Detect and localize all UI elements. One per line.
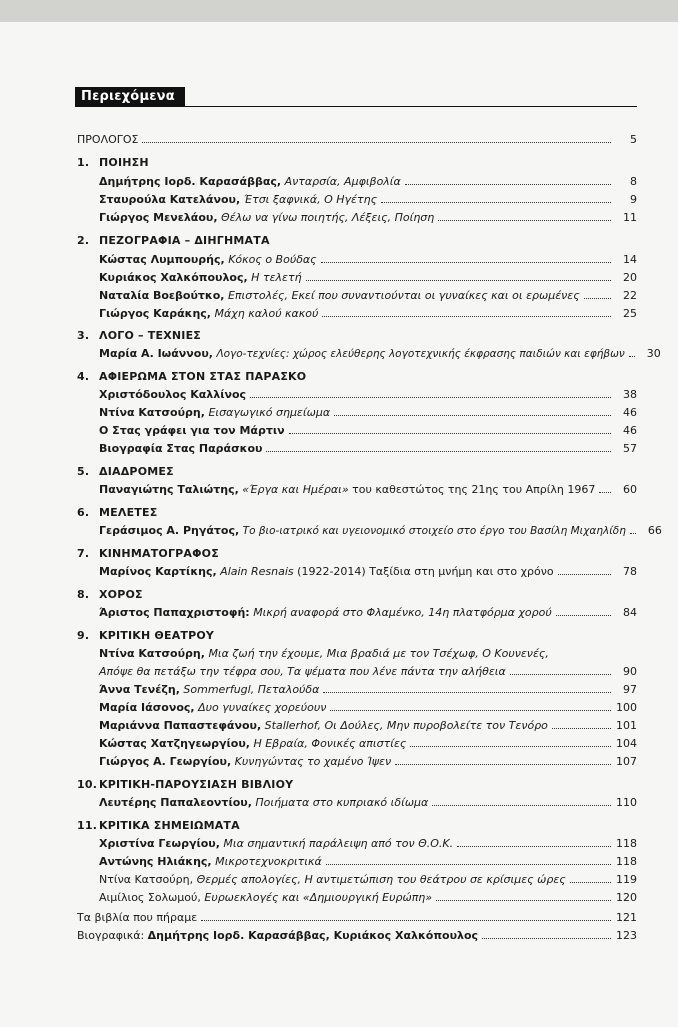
toc-entry[interactable]: Μαριάννα Παπαστεφάνου, Stallerhof, Οι Δούλες, Μην πυροβολείτε τον Τενόρο 101 (99, 719, 637, 732)
toc-entry-books[interactable]: Τα βιβλία που πήραμε 121 (77, 911, 637, 924)
toc-entry[interactable]: Λευτέρης Παπαλεοντίου, Ποιήματα στο κυπριακό ιδίωμα 110 (99, 796, 637, 809)
section-heading: 9. ΚΡΙΤΙΚΗ ΘΕΑΤΡΟΥ (77, 629, 215, 642)
toc-entry[interactable]: Κώστας Λυμπουρής, Κόκος ο Βούδας 14 (99, 253, 637, 266)
toc-entry[interactable]: Αιμίλιος Σολωμού, Ευρωεκλογές και «Δημιουργική Ευρώπη» 120 (99, 891, 637, 904)
toc-entry[interactable]: Άριστος Παπαχριστοφή: Μικρή αναφορά στο Φλαμένκο, 14η πλατφόρμα χορού 84 (99, 606, 637, 619)
top-strip (0, 0, 678, 22)
toc-entry[interactable]: Παναγιώτης Ταλιώτης, «Έργα και Ημέραι» του καθεστώτος της 21ης του Απρίλη 1967 60 (99, 483, 637, 496)
toc-entry[interactable]: Γιώργος Α. Γεωργίου, Κυνηγώντας το χαμένο Ίψεν 107 (99, 755, 637, 768)
toc-entry[interactable]: Γιώργος Καράκης, Μάχη καλού κακού 25 (99, 307, 637, 320)
toc-entry[interactable]: Απόψε θα πετάξω την τέφρα σου, Τα ψέματα που λένε πάντα την αλήθεια 90 (99, 665, 637, 678)
toc-entry[interactable]: Μαρία Ιάσονος, Δυο γυναίκες χορεύουν 100 (99, 701, 637, 714)
toc-entry[interactable]: Μαρίνος Καρτίκης, Alain Resnais (1922-2014) Ταξίδια στη μνήμη και στο χρόνο 78 (99, 565, 637, 578)
toc-entry[interactable]: Άννα Τενέζη, Sommerfugl, Πεταλούδα 97 (99, 683, 637, 696)
page-title: Περιεχόμενα (81, 89, 175, 104)
section-heading: 11. ΚΡΙΤΙΚΑ ΣΗΜΕΙΩΜΑΤΑ (77, 819, 240, 832)
prologue-label: ΠΡΟΛΟΓΟΣ (77, 133, 139, 146)
section-heading: 10. ΚΡΙΤΙΚΗ-ΠΑΡΟΥΣΙΑΣΗ ΒΙΒΛΙΟΥ (77, 778, 294, 791)
toc-entry[interactable]: Σταυρούλα Κατελάνου, Έτσι ξαφνικά, Ο Ηγέτης 9 (99, 193, 637, 206)
section-heading: 1. ΠΟΙΗΣΗ (77, 156, 149, 169)
toc-entry-prologue[interactable] (77, 133, 637, 151)
toc-entry[interactable]: Ο Στας γράφει για τον Μάρτιν 46 (99, 424, 637, 437)
toc-entry[interactable]: Βιογραφία Στας Παράσκου 57 (99, 442, 637, 455)
section-heading: 3. ΛΟΓΟ – ΤΕΧΝΙΕΣ (77, 329, 202, 342)
section-heading: 6. ΜΕΛΕΤΕΣ (77, 506, 158, 519)
toc-entry[interactable]: Αντώνης Ηλιάκης, Μικροτεχνοκριτικά 118 (99, 855, 637, 868)
toc-entry[interactable]: Γιώργος Μενελάου, Θέλω να γίνω ποιητής, Λέξεις, Ποίηση 11 (99, 211, 637, 224)
page-number: 5 (630, 133, 637, 146)
toc-entry[interactable]: Ναταλία Βοεβούτκο, Επιστολές, Εκεί που συναντιούνται οι γυναίκες και οι ερωμένες 22 (99, 289, 637, 302)
toc-entry[interactable]: Ντίνα Κατσούρη, Θερμές απολογίες, Η αντιμετώπιση του θεάτρου σε κρίσιμες ώρες 119 (99, 873, 637, 886)
section-heading: 5. ΔΙΑΔΡΟΜΕΣ (77, 465, 174, 478)
section-heading: 7. ΚΙΝΗΜΑΤΟΓΡΑΦΟΣ (77, 547, 219, 560)
header-rule (185, 106, 637, 107)
toc-entry[interactable]: Ντίνα Κατσούρη, Εισαγωγικό σημείωμα 46 (99, 406, 637, 419)
toc-entry[interactable]: Χριστόδουλος Καλλίνος 38 (99, 388, 637, 401)
toc-entry[interactable]: Μαρία Α. Ιωάννου, Λογο-τεχνίες: χώρος ελεύθερης λογοτεχνικής έκφρασης παιδιών και εφήβων 30 (99, 347, 661, 360)
toc-entry-bios[interactable]: Βιογραφικά: Δημήτρης Ιορδ. Καρασάββας, Κυριάκος Χαλκόπουλος 123 (77, 929, 637, 942)
contents-header (75, 87, 637, 109)
toc-entry[interactable]: Γεράσιμος Α. Ρηγάτος, Το βιο-ιατρικό και υγειονομικό στοιχείο στο έργο του Βασίλη Μιχαηλίδη 66 (99, 524, 662, 537)
toc-entry[interactable]: Κυριάκος Χαλκόπουλος, Η τελετή 20 (99, 271, 637, 284)
toc-entry[interactable]: Ντίνα Κατσούρη, Μια ζωή την έχουμε, Μια βραδιά με τον Τσέχωφ, Ο Κουνενές, (99, 647, 549, 660)
leader-dots (142, 142, 611, 143)
toc-entry[interactable]: Χριστίνα Γεωργίου, Μια σημαντική παράλειψη από τον Θ.Ο.Κ. 118 (99, 837, 637, 850)
section-heading: 2. ΠΕΖΟΓΡΑΦΙΑ – ΔΙΗΓΗΜΑΤΑ (77, 234, 270, 247)
toc-entry[interactable]: Δημήτρης Ιορδ. Καρασάββας, Ανταρσία, Αμφιβολία 8 (99, 175, 637, 188)
toc-entry[interactable]: Κώστας Χατζηγεωργίου, Η Εβραία, Φονικές απιστίες 104 (99, 737, 637, 750)
section-heading: 4. ΑΦΙΕΡΩΜΑ ΣΤΟΝ ΣΤΑΣ ΠΑΡΑΣΚΟ (77, 370, 307, 383)
section-heading: 8. ΧΟΡΟΣ (77, 588, 143, 601)
